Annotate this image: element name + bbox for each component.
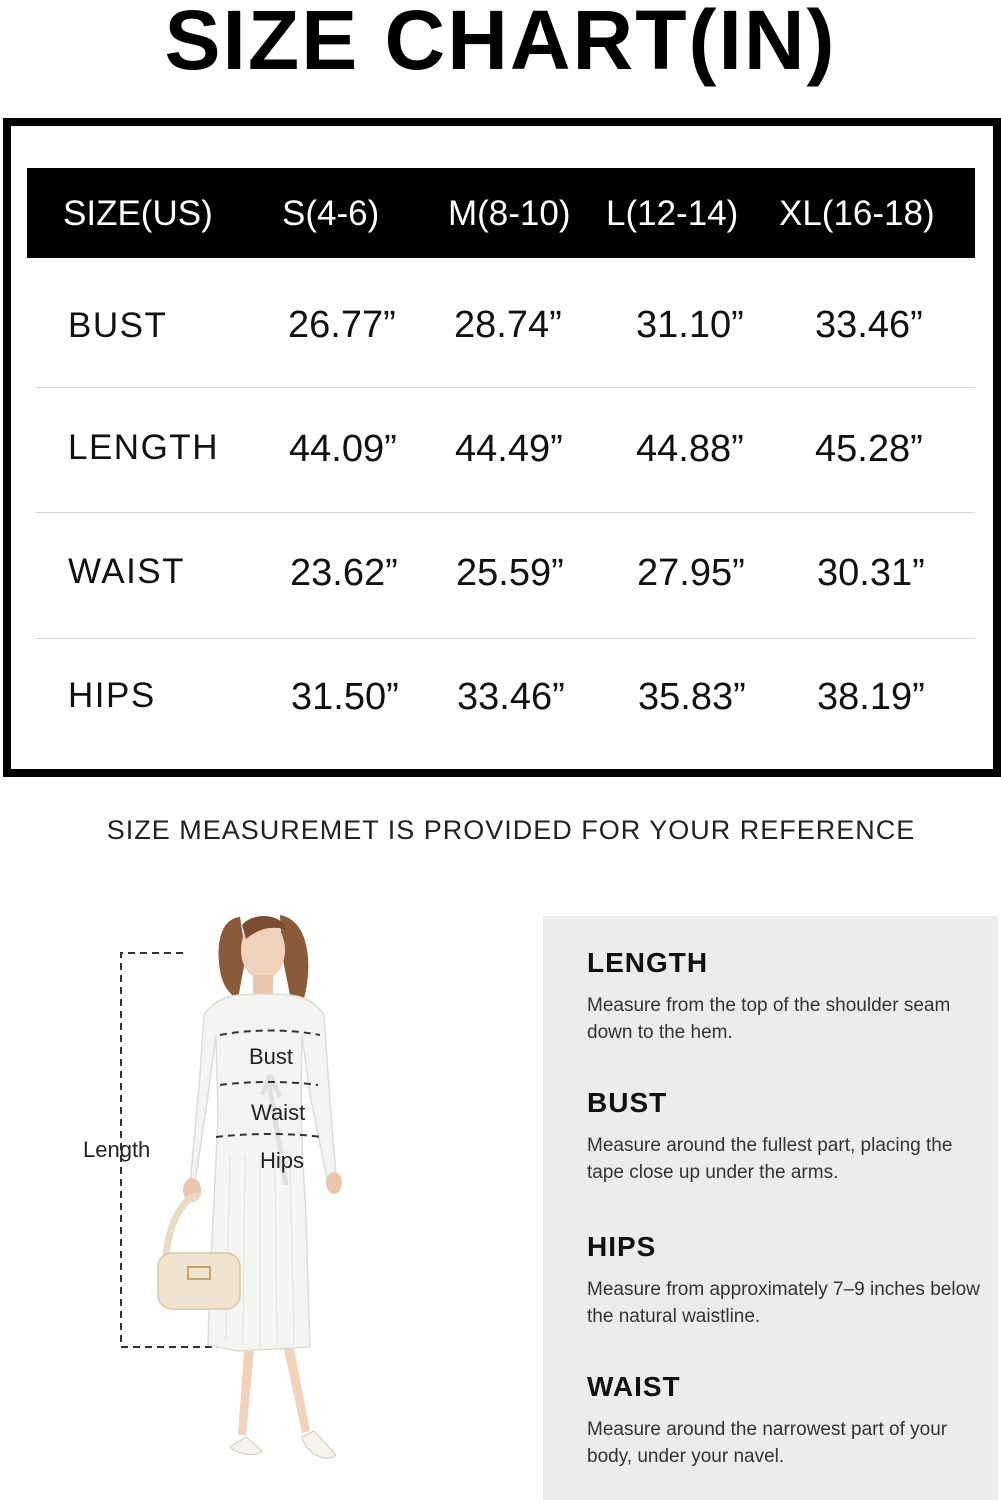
right-shoe	[302, 1431, 336, 1458]
cell-value: 30.31”	[817, 552, 925, 594]
cell-value: 44.88”	[636, 428, 744, 470]
guide-text: Measure around the fullest part, placing the tape close up under the arms.	[587, 1135, 953, 1183]
header-size-xl: XL(16-18)	[779, 194, 935, 233]
guide-title: LENGTH	[587, 947, 709, 978]
cell-value: 44.49”	[455, 428, 563, 470]
table-header-row	[27, 168, 975, 258]
header-size-us: SIZE(US)	[63, 194, 213, 233]
table-row-length	[35, 388, 975, 513]
row-label: LENGTH	[68, 428, 219, 467]
bust-label: Bust	[249, 1044, 294, 1069]
header-size-s: S(4-6)	[282, 194, 380, 233]
bag-strap	[166, 1196, 200, 1255]
cell-value: 31.50”	[291, 676, 399, 718]
guide-title: WAIST	[587, 1371, 681, 1402]
guide-hips	[587, 1232, 987, 1330]
cell-value: 27.95”	[637, 552, 745, 594]
guide-waist	[587, 1372, 987, 1470]
model-illustration	[70, 915, 460, 1500]
guide-title: BUST	[587, 1087, 668, 1118]
measurement-figure	[70, 915, 460, 1500]
header-size-l: L(12-14)	[606, 194, 739, 233]
cell-value: 35.83”	[638, 676, 746, 718]
row-label: WAIST	[68, 552, 186, 591]
table-row-bust	[35, 258, 975, 388]
row-label: BUST	[68, 306, 168, 345]
header-size-m: M(8-10)	[448, 194, 571, 233]
cell-value: 44.09”	[289, 428, 397, 470]
cell-value: 25.59”	[456, 552, 564, 594]
guide-length	[587, 948, 987, 1046]
guide-bust	[587, 1088, 987, 1186]
size-chart-table	[3, 118, 1001, 777]
row-label: HIPS	[68, 676, 156, 715]
table-row-hips	[35, 639, 975, 753]
guide-text: Measure from approximately 7–9 inches below the natural waistline.	[587, 1279, 980, 1327]
left-leg	[238, 1351, 254, 1435]
page-title: SIZE CHART(IN)	[164, 0, 837, 87]
cell-value: 38.19”	[817, 676, 925, 718]
guide-text: Measure from the top of the shoulder seam down to the hem.	[587, 995, 951, 1043]
guide-text: Measure around the narrowest part of your body, under your navel.	[587, 1419, 948, 1467]
cell-value: 23.62”	[290, 552, 398, 594]
waist-label: Waist	[251, 1100, 306, 1125]
right-leg	[284, 1349, 310, 1433]
cell-value: 33.46”	[815, 304, 923, 346]
cell-value: 33.46”	[457, 676, 565, 718]
cell-value: 31.10”	[636, 304, 744, 346]
length-label: Length	[83, 1137, 151, 1162]
cell-value: 26.77”	[288, 304, 396, 346]
handbag	[158, 1253, 240, 1309]
cell-value: 28.74”	[454, 304, 562, 346]
guide-title: HIPS	[587, 1231, 657, 1262]
left-shoe	[230, 1437, 262, 1454]
cell-value: 45.28”	[815, 428, 923, 470]
reference-note: SIZE MEASUREMET IS PROVIDED FOR YOUR REFERENCE	[106, 815, 916, 845]
measurement-guide-panel	[543, 916, 998, 1500]
hips-label: Hips	[260, 1148, 305, 1173]
right-hand	[326, 1172, 342, 1194]
table-row-waist	[35, 513, 975, 639]
